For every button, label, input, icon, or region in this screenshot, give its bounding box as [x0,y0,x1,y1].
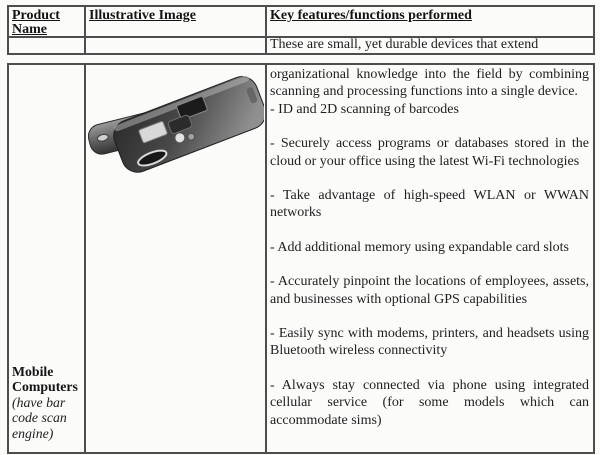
feature-paragraph: - Take advantage of high-speed WLAN or WWAN networks [270,188,589,221]
empty-cell [8,37,85,54]
illustrative-image-cell [85,64,266,453]
table-split-gap [7,55,593,63]
mobile-computers-row [8,64,594,453]
empty-cell [85,37,266,54]
feature-paragraph: - Add additional memory using expandable card slots [270,239,569,255]
mobile-computers-photo [88,67,264,219]
intro-text: These are small, yet durable devices that extend [266,37,594,54]
header-product-name: Product Name [8,6,85,37]
key-features-cell [266,64,594,453]
feature-paragraph: - Easily sync with modems, printers, and headsets using Bluetooth wireless connectivity [270,326,589,359]
header-key-features: Key features/functions performed [266,6,594,37]
product-note: (have bar code scan engine) [12,394,67,441]
front-device [109,72,264,177]
product-name: Mobile Computers [12,363,78,394]
feature-paragraph: - Accurately pinpoint the locations of employees, assets, and businesses with optional GPS capabilities [270,274,589,307]
header-row [8,6,594,37]
product-table-main-block [7,63,595,454]
feature-paragraph: - ID and 2D scanning of barcodes [270,101,459,117]
intro-row [8,37,594,54]
header-illustrative-image: Illustrative Image [85,6,266,37]
feature-paragraph: - Securely access programs or databases stored in the cloud or your office using the latest Wi-Fi technologies [270,136,589,169]
product-table-header-block [7,5,595,55]
feature-paragraph: - Always stay connected via phone using integrated cellular service (for some models which can accommodate sims) [270,377,589,428]
feature-paragraph: organizational knowledge into the field by combining scanning and processing functions into a single device. [270,67,589,100]
product-name-cell [8,64,85,453]
